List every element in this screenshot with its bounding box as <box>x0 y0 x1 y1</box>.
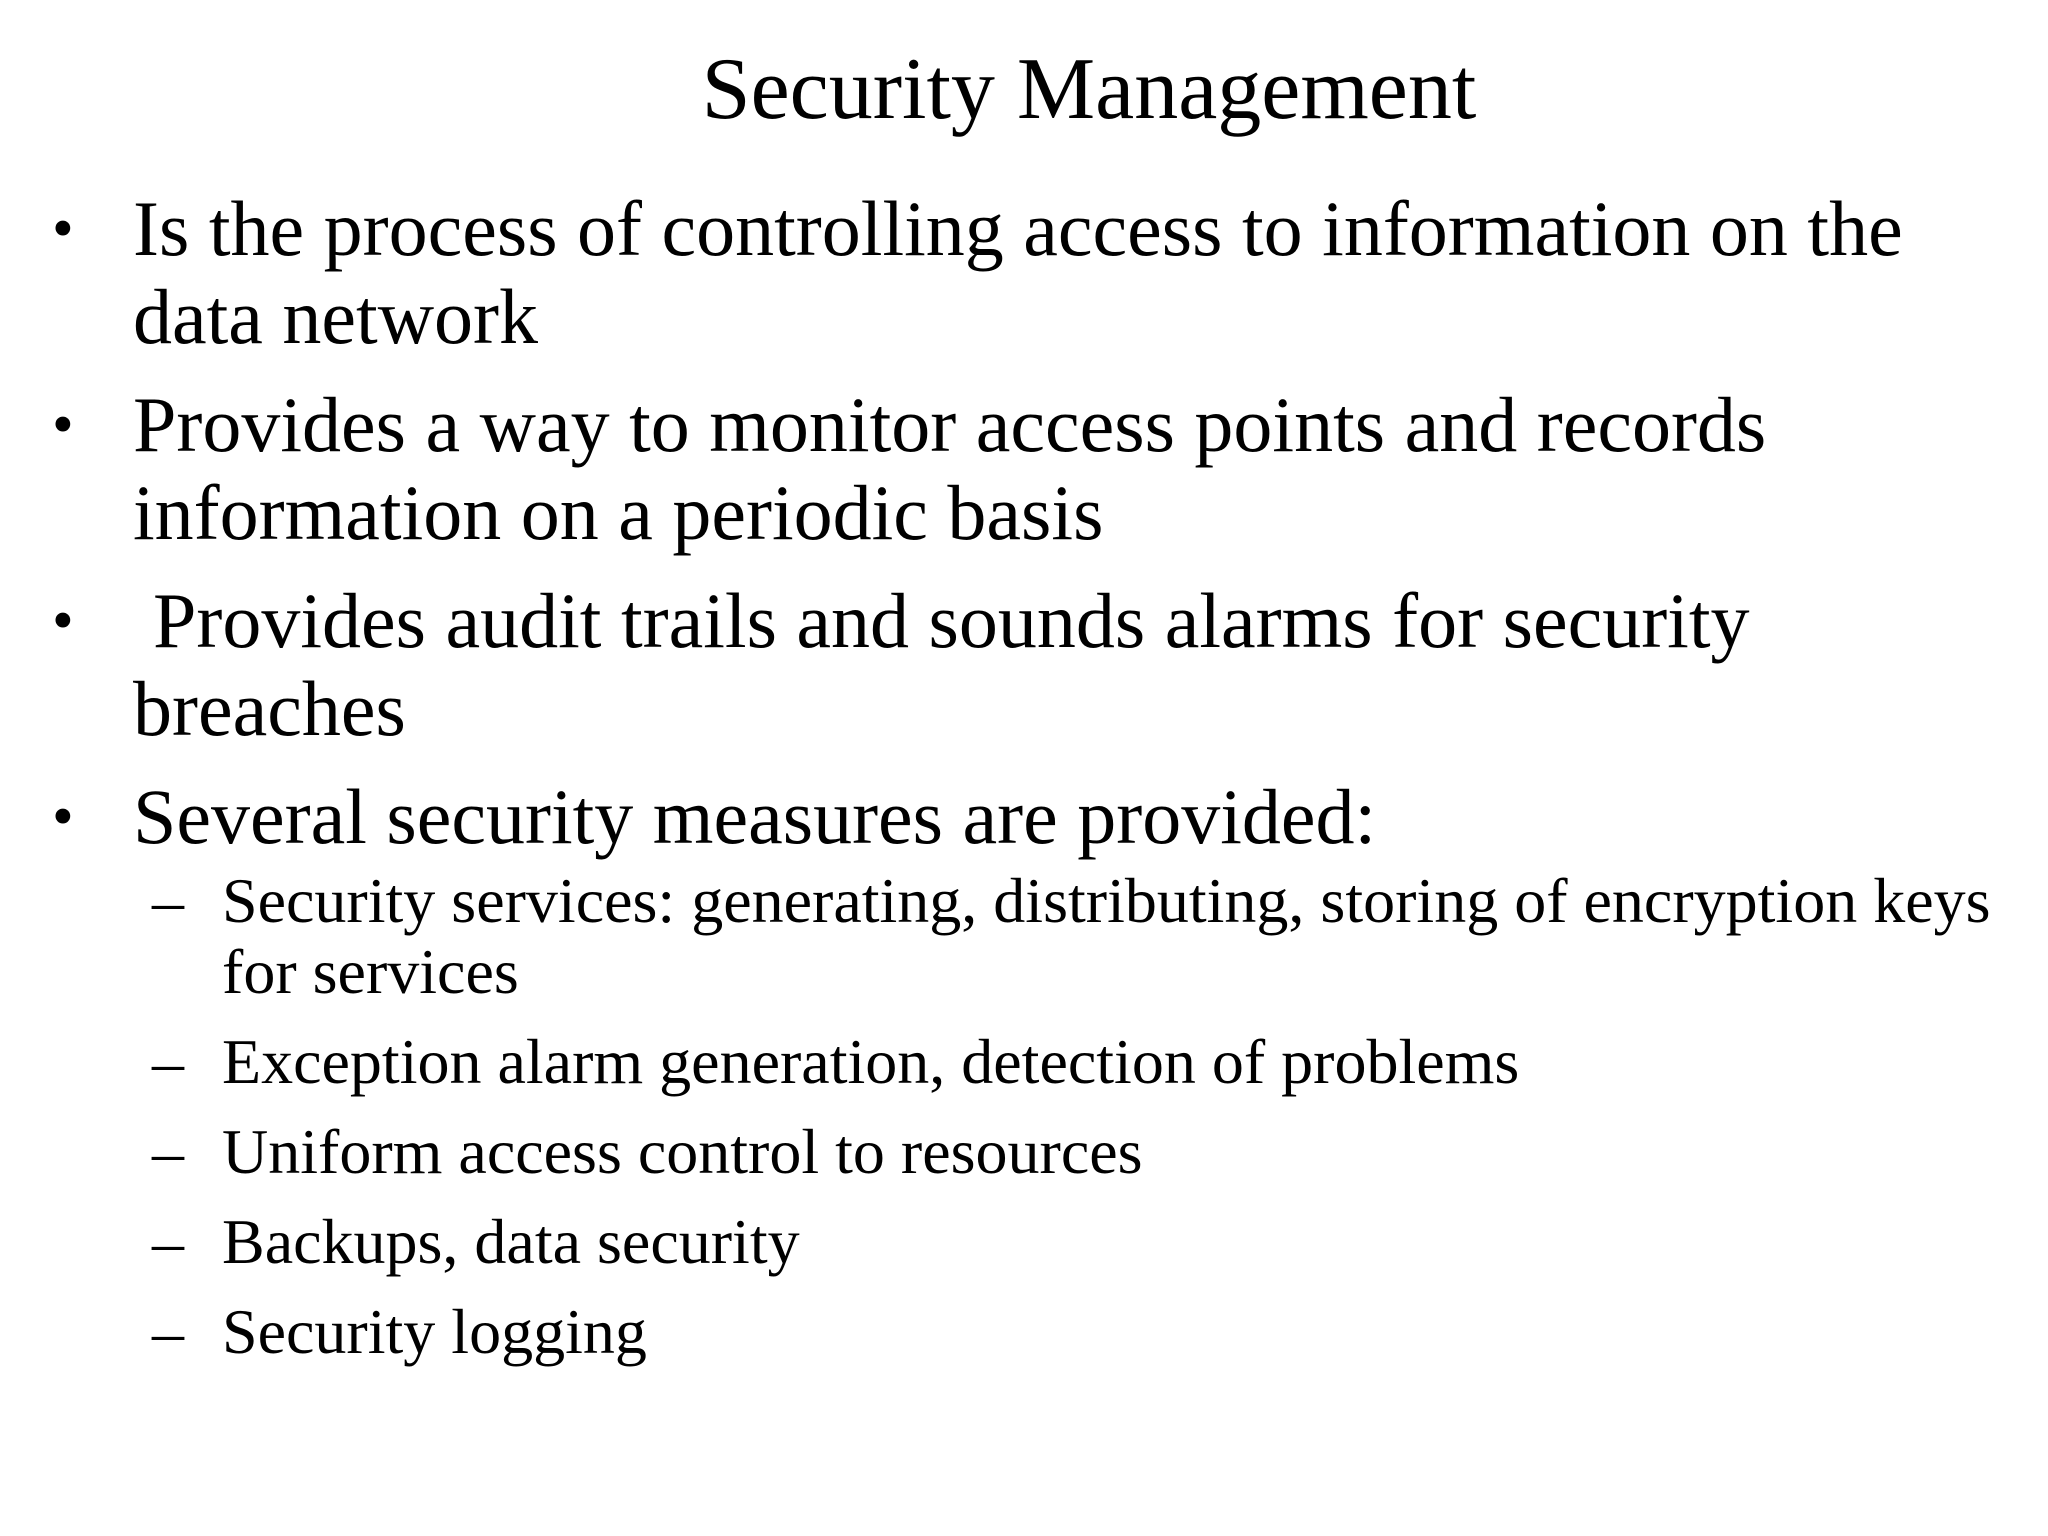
sub-bullet-item <box>0 1296 2048 1367</box>
sub-bullet-item <box>0 1206 2048 1277</box>
bullet-text: Provides audit trails and sounds alarms for security breaches <box>133 577 1750 752</box>
dash-marker: – <box>152 1116 184 1187</box>
sub-bullet-text: Uniform access control to resources <box>222 1116 1143 1187</box>
sub-bullet-item <box>0 1116 2048 1187</box>
sub-bullet-text: Security logging <box>222 1296 647 1367</box>
bullet-text: Provides a way to monitor access points and records information on a periodic basis <box>133 381 1767 556</box>
dash-marker: – <box>152 1026 184 1097</box>
bullet-text: Several security measures are provided: <box>133 773 1377 860</box>
bullet-marker: • <box>52 783 74 851</box>
bullet-text: Is the process of controlling access to information on the data network <box>133 185 1903 360</box>
dash-marker: – <box>152 1206 184 1277</box>
sub-bullet-text: Exception alarm generation, detection of problems <box>222 1026 1520 1097</box>
bullet-item <box>0 185 2048 361</box>
sub-bullet-list <box>0 865 2048 1367</box>
bullet-marker: • <box>52 587 74 655</box>
sub-bullet-text: Security services: generating, distributing, storing of encryption keys for services <box>222 865 1991 1007</box>
dash-marker: – <box>152 865 184 936</box>
bullet-marker: • <box>52 195 74 263</box>
sub-bullet-item <box>0 1026 2048 1097</box>
bullet-list <box>0 185 2048 1386</box>
dash-marker: – <box>152 1296 184 1367</box>
bullet-item <box>0 577 2048 753</box>
sub-bullet-text: Backups, data security <box>222 1206 800 1277</box>
bullet-item <box>0 773 2048 861</box>
slide-title: Security Management <box>701 41 1477 138</box>
bullet-marker: • <box>52 391 74 459</box>
sub-bullet-item <box>0 865 2048 1007</box>
bullet-item <box>0 381 2048 557</box>
